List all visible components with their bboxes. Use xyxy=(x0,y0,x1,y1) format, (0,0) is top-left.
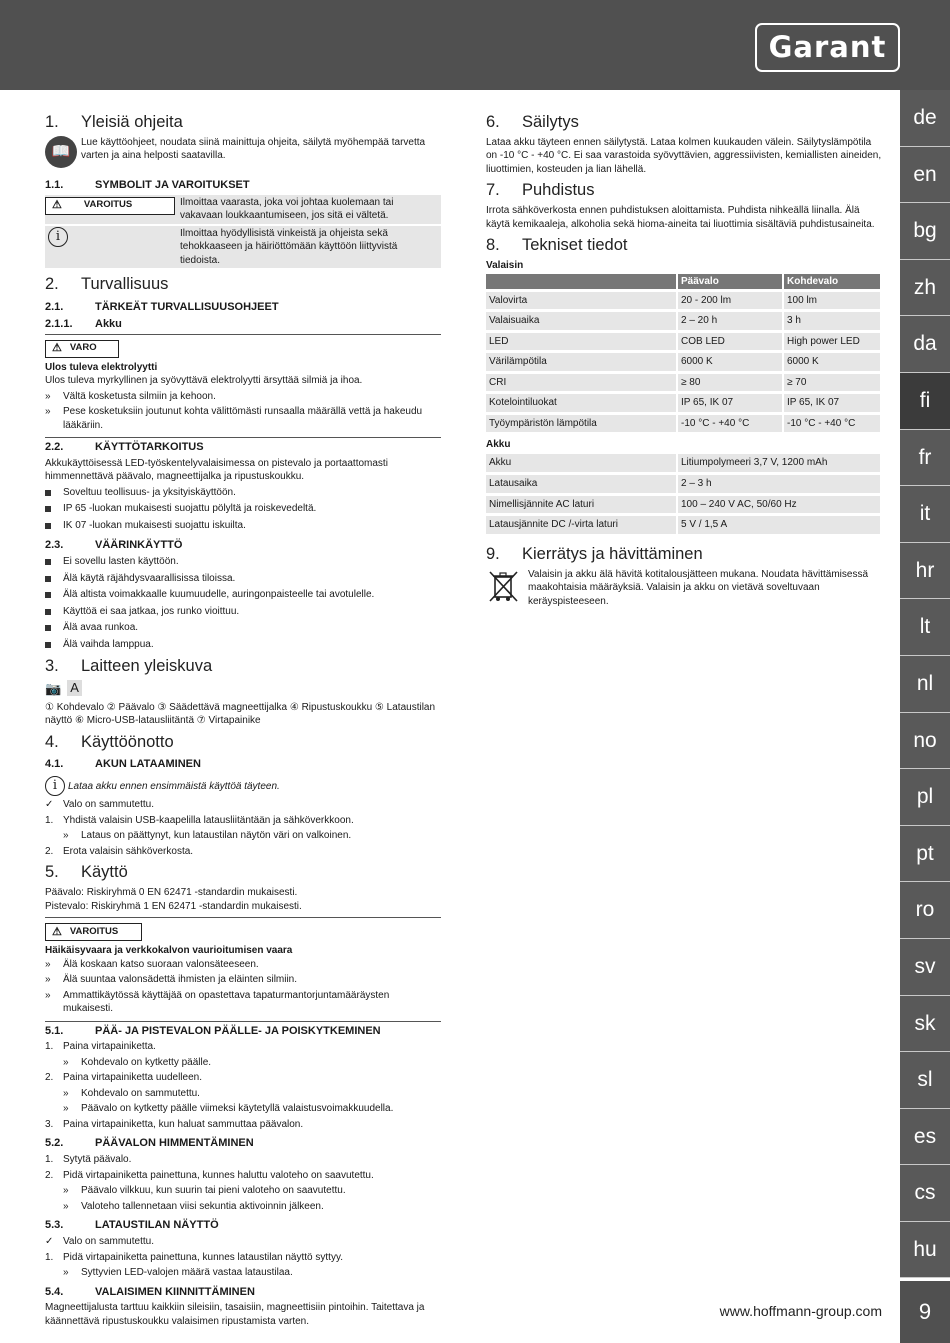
component-legend: ① Kohdevalo ② Päävalo ③ Säädettävä magneettijalka ④ Ripustuskoukku ⑤ Lataustilan näyttö ⑥ Micro-USB-latausliitäntä ⑦ Virtapainike xyxy=(45,701,436,727)
section-heading: 6. Säilytys xyxy=(486,113,579,131)
table-cell: Kotelointiluokat xyxy=(486,393,677,414)
language-tab-da[interactable]: da xyxy=(900,316,950,373)
right-column xyxy=(486,113,882,610)
table-group-label: Akku xyxy=(486,439,511,451)
table-cell: Nimellisjännite AC laturi xyxy=(486,494,677,515)
lamp-spec-table xyxy=(486,274,882,435)
table-cell: CRI xyxy=(486,372,677,393)
mounting-text: Magneettijalusta tarttuu kaikkiin sileisiin, tasaisiin, magneettisiin pintoihin. Taitettava ja käännettävä ripustuskoukku valaisimen ripustamista varten. xyxy=(45,1302,425,1327)
warning-triangle-icon: ⚠ xyxy=(52,199,62,212)
battery-spec-table xyxy=(486,454,882,537)
risk-group-text: Pistevalo: Riskiryhmä 1 EN 62471 -standardin mukaisesti. xyxy=(45,900,302,912)
table-row xyxy=(486,474,881,495)
disposal-text: Valaisin ja akku älä hävitä kotitalousjätteen mukana. Noudata hävittämisessä maakohtaisia määräyksiä. Valaisin ja akku on vietävä soveltuvaan keräyspisteeseen. xyxy=(528,568,869,607)
language-tab-hr[interactable]: hr xyxy=(900,543,950,600)
list-item: Älä vaihda lamppua. xyxy=(45,638,441,653)
language-tab-de[interactable]: de xyxy=(900,90,950,147)
list-item: » Vältä kosketusta silmiin ja kehoon. xyxy=(45,390,216,402)
list-item: IK 07 -luokan mukaisesti suojattu iskuilta. xyxy=(45,519,441,534)
info-icon: i xyxy=(48,227,68,247)
subsection-heading: 5.1. PÄÄ- JA PISTEVALON PÄÄLLE- JA POISKYTKEMINEN xyxy=(45,1021,441,1039)
list-item: 1. Yhdistä valaisin USB-kaapelilla latausliitäntään ja sähköverkkoon. xyxy=(45,814,354,826)
section-heading: 2. Turvallisuus xyxy=(45,275,169,294)
page-number: 9 xyxy=(900,1281,950,1343)
language-tab-no[interactable]: no xyxy=(900,713,950,770)
footer-url[interactable]: www.hoffmann-group.com xyxy=(719,1303,882,1319)
list-item: IP 65 -luokan mukaisesti suojattu pölyltä ja roiskevedeltä. xyxy=(45,502,441,517)
list-item: 3. Paina virtapainiketta, kun haluat sammuttaa päävalon. xyxy=(45,1118,304,1130)
language-tab-it[interactable]: it xyxy=(900,486,950,543)
table-cell: ≥ 70 xyxy=(783,372,881,393)
subsection-heading: 5.4. VALAISIMEN KIINNITTÄMINEN xyxy=(45,1285,255,1298)
table-cell: Värilämpötila xyxy=(486,352,677,373)
list-item: Älä käytä räjähdysvaarallisissa tiloissa. xyxy=(45,572,441,587)
language-tab-pl[interactable]: pl xyxy=(900,769,950,826)
header-bar xyxy=(0,0,950,90)
section-heading: 9. Kierrätys ja hävittäminen xyxy=(486,544,703,563)
list-item: » Kohdevalo on sammutettu. xyxy=(63,1087,200,1099)
language-tab-lt[interactable]: lt xyxy=(900,599,950,656)
table-row xyxy=(486,494,881,515)
list-item: 1. Sytytä päävalo. xyxy=(45,1154,132,1166)
table-cell: High power LED xyxy=(783,331,881,352)
list-item: 2. Paina virtapainiketta uudelleen. xyxy=(45,1072,202,1084)
table-cell: 100 – 240 V AC, 50/60 Hz xyxy=(677,494,881,515)
table-cell: IP 65, IK 07 xyxy=(783,393,881,414)
table-group-label: Valaisin xyxy=(486,259,524,271)
table-cell: IP 65, IK 07 xyxy=(677,393,783,414)
table-cell: 6000 K xyxy=(677,352,783,373)
language-tab-sv[interactable]: sv xyxy=(900,939,950,996)
list-item: » Ammattikäytössä käyttäjää on opastettava tapaturmantorjuntamääräysten mukaisesti. xyxy=(45,989,390,1015)
table-cell: Latausaika xyxy=(486,474,677,495)
language-tab-sk[interactable]: sk xyxy=(900,996,950,1053)
table-row xyxy=(486,393,881,414)
language-sidebar xyxy=(900,90,950,1278)
language-tab-en[interactable]: en xyxy=(900,147,950,204)
warning-description: Ilmoittaa vaarasta, joka voi johtaa kuolemaan tai vakavaan loukkaantumiseen, jos sitä ei vältetä. xyxy=(177,195,441,225)
subsection-heading: 5.2. PÄÄVALON HIMMENTÄMINEN xyxy=(45,1137,254,1150)
subsection-heading: 1.1. SYMBOLIT JA VAROITUKSET xyxy=(45,178,250,191)
language-tab-fi[interactable]: fi xyxy=(900,373,950,430)
table-row xyxy=(486,290,881,311)
info-description: Ilmoittaa hyödyllisistä vinkeistä ja ohjeista sekä tehokkaaseen ja häiriöttömään käyttöön liittyvistä tiedoista. xyxy=(177,225,441,270)
table-cell: 6000 K xyxy=(783,352,881,373)
brand-logo: Garant xyxy=(755,23,900,72)
table-cell: Valaisuaika xyxy=(486,311,677,332)
list-item: ✓ Valo on sammutettu. xyxy=(45,1236,154,1248)
list-item: » Lataus on päättynyt, kun lataustilan näytön väri on valkoinen. xyxy=(63,830,352,842)
hazard-title: Ulos tuleva elektrolyytti xyxy=(45,361,158,373)
section-heading: 4. Käyttöönotto xyxy=(45,732,174,751)
table-row xyxy=(486,311,881,332)
figure-label: A xyxy=(67,680,82,696)
section-heading: 7. Puhdistus xyxy=(486,181,595,200)
warning-badge: ⚠ VAROITUS xyxy=(45,197,175,215)
list-item: Älä avaa runkoa. xyxy=(45,621,441,636)
table-cell: LED xyxy=(486,331,677,352)
language-tab-bg[interactable]: bg xyxy=(900,203,950,260)
table-row xyxy=(486,454,881,474)
table-cell: COB LED xyxy=(677,331,783,352)
table-cell: -10 °C - +40 °C xyxy=(677,413,783,434)
risk-group-text: Päävalo: Riskiryhmä 0 EN 62471 -standardin mukaisesti. xyxy=(45,887,298,899)
list-item: 1. Pidä virtapainiketta painettuna, kunnes lataustilan näyttö syttyy. xyxy=(45,1251,343,1263)
section-heading: 8. Tekniset tiedot xyxy=(486,236,628,255)
table-cell: Valovirta xyxy=(486,290,677,311)
hazard-title: Häikäisyvaara ja verkkokalvon vaurioitumisen vaara xyxy=(45,945,293,957)
list-item: ✓ Valo on sammutettu. xyxy=(45,799,154,811)
read-manual-icon: 📖 xyxy=(45,136,77,168)
subsection-heading: 2.3. VÄÄRINKÄYTTÖ xyxy=(45,539,183,552)
language-tab-ro[interactable]: ro xyxy=(900,882,950,939)
list-item: Ei sovellu lasten käyttöön. xyxy=(45,555,441,570)
crossed-bin-icon xyxy=(486,568,522,604)
table-cell: 2 – 3 h xyxy=(677,474,881,495)
list-item: Soveltuu teollisuus- ja yksityiskäyttöön. xyxy=(45,486,441,501)
list-item: » Päävalo vilkkuu, kun suurin tai pieni valoteho on saavutettu. xyxy=(63,1185,346,1197)
warning-triangle-icon: ⚠ xyxy=(52,342,62,355)
table-cell: 100 lm xyxy=(783,290,881,311)
subsection-heading: 5.3. LATAUSTILAN NÄYTTÖ xyxy=(45,1219,219,1232)
subsection-heading: 2.2. KÄYTTÖTARKOITUS xyxy=(45,437,441,455)
list-item: » Valoteho tallennetaan viisi sekuntia aktivoinnin jälkeen. xyxy=(63,1200,324,1212)
cleaning-text: Irrota sähköverkosta ennen puhdistuksen aloittamista. Puhdista nihkeällä liinalla. Älä käytä kemikaaleja, alkoholia sekä hioma-aineita tai liuottimia sisältäviä puhdistusaineita. xyxy=(486,205,875,230)
list-item: » Pese kosketuksiin joutunut kohta välittömästi runsaalla määrällä vettä ja hakeudu lääkäriin. xyxy=(45,406,423,431)
language-tab-sl[interactable]: sl xyxy=(900,1052,950,1109)
table-cell: 3 h xyxy=(783,311,881,332)
section-heading: 3. Laitteen yleiskuva xyxy=(45,657,213,676)
table-row xyxy=(486,352,881,373)
camera-icon: 📷 xyxy=(45,681,62,697)
language-tab-hu[interactable]: hu xyxy=(900,1222,950,1279)
table-cell: Työympäristön lämpötila xyxy=(486,413,677,434)
subsection-heading: 2.1. TÄRKEÄT TURVALLISUUSOHJEET xyxy=(45,300,279,313)
list-item: » Päävalo on kytketty päälle viimeksi käytetyllä valaistusvoimakkuudella. xyxy=(63,1103,394,1115)
list-item: » Syttyvien LED-valojen määrä vastaa lataustilaa. xyxy=(63,1267,293,1279)
list-item: » Älä koskaan katso suoraan valonsäteeseen. xyxy=(45,958,259,970)
language-tab-zh[interactable]: zh xyxy=(900,260,950,317)
warning-triangle-icon: ⚠ xyxy=(52,925,62,938)
list-item: Älä altista voimakkaalle kuumuudelle, auringonpaisteelle tai avotulelle. xyxy=(45,588,441,603)
table-row xyxy=(486,515,881,536)
list-item: 2. Pidä virtapainiketta painettuna, kunnes haluttu valoteho on saavutettu. xyxy=(45,1169,374,1181)
hazard-text: Ulos tuleva myrkyllinen ja syövyttävä elektrolyytti ärsyttää silmiä ja ihoa. xyxy=(45,375,363,387)
language-tab-cs[interactable]: cs xyxy=(900,1165,950,1222)
intro-text: Lue käyttöohjeet, noudata siinä mainittuja ohjeita, säilytä myöhempää tarvetta varten ja aina helposti saatavilla. xyxy=(81,136,426,162)
subsection-heading: 4.1. AKUN LATAAMINEN xyxy=(45,758,201,771)
table-cell: -10 °C - +40 °C xyxy=(783,413,881,434)
section-heading: 1. Yleisiä ohjeita xyxy=(45,113,183,131)
storage-text: Lataa akku täyteen ennen säilytystä. Lataa kolmen kuukauden välein. Säilytyslämpötila on -10 °C - +40 °C. Ei saa varastoida syövyttävien, aggressiivisten, kemiallisten aineiden, liuottimien, kosteuden ja lian lähellä. xyxy=(486,136,882,175)
language-tab-es[interactable]: es xyxy=(900,1109,950,1166)
language-tab-nl[interactable]: nl xyxy=(900,656,950,713)
table-row xyxy=(486,331,881,352)
info-icon: i xyxy=(45,776,65,796)
section-heading: 5. Käyttö xyxy=(45,863,128,882)
table-cell: 5 V / 1,5 A xyxy=(677,515,881,536)
list-item: » Älä suuntaa valonsädettä ihmisten ja eläinten silmiin. xyxy=(45,974,298,986)
table-cell: Latausjännite DC /-virta laturi xyxy=(486,515,677,536)
table-cell: Litiumpolymeeri 3,7 V, 1200 mAh xyxy=(677,454,881,474)
language-tab-pt[interactable]: pt xyxy=(900,826,950,883)
symbols-table xyxy=(45,195,441,271)
intended-use-text: Akkukäyttöisessä LED-työskentelyvalaisimessa on pistevalo ja portaattomasti himmennettävä päävalo, magneettijalka ja ripustuskoukku. xyxy=(45,457,388,483)
list-item: 2. Erota valaisin sähköverkosta. xyxy=(45,845,194,857)
table-cell: ≥ 80 xyxy=(677,372,783,393)
table-cell: 2 – 20 h xyxy=(677,311,783,332)
list-item: 1. Paina virtapainiketta. xyxy=(45,1041,156,1053)
info-note: Lataa akku ennen ensimmäistä käyttöä täyteen. xyxy=(68,780,280,792)
left-column xyxy=(45,113,441,1330)
language-tab-fr[interactable]: fr xyxy=(900,430,950,487)
warning-badge: ⚠ VAROITUS xyxy=(45,923,142,941)
table-header-row: Päävalo Kohdevalo xyxy=(486,274,881,290)
table-row xyxy=(486,372,881,393)
table-cell: 20 - 200 lm xyxy=(677,290,783,311)
list-item: » Kohdevalo on kytketty päälle. xyxy=(63,1056,212,1068)
table-cell: Akku xyxy=(486,454,677,474)
list-item: Käyttöä ei saa jatkaa, jos runko vioittuu. xyxy=(45,605,441,620)
subsection-heading: 2.1.1. Akku xyxy=(45,317,122,330)
table-row xyxy=(486,413,881,434)
caution-badge: ⚠ VARO xyxy=(45,340,119,358)
